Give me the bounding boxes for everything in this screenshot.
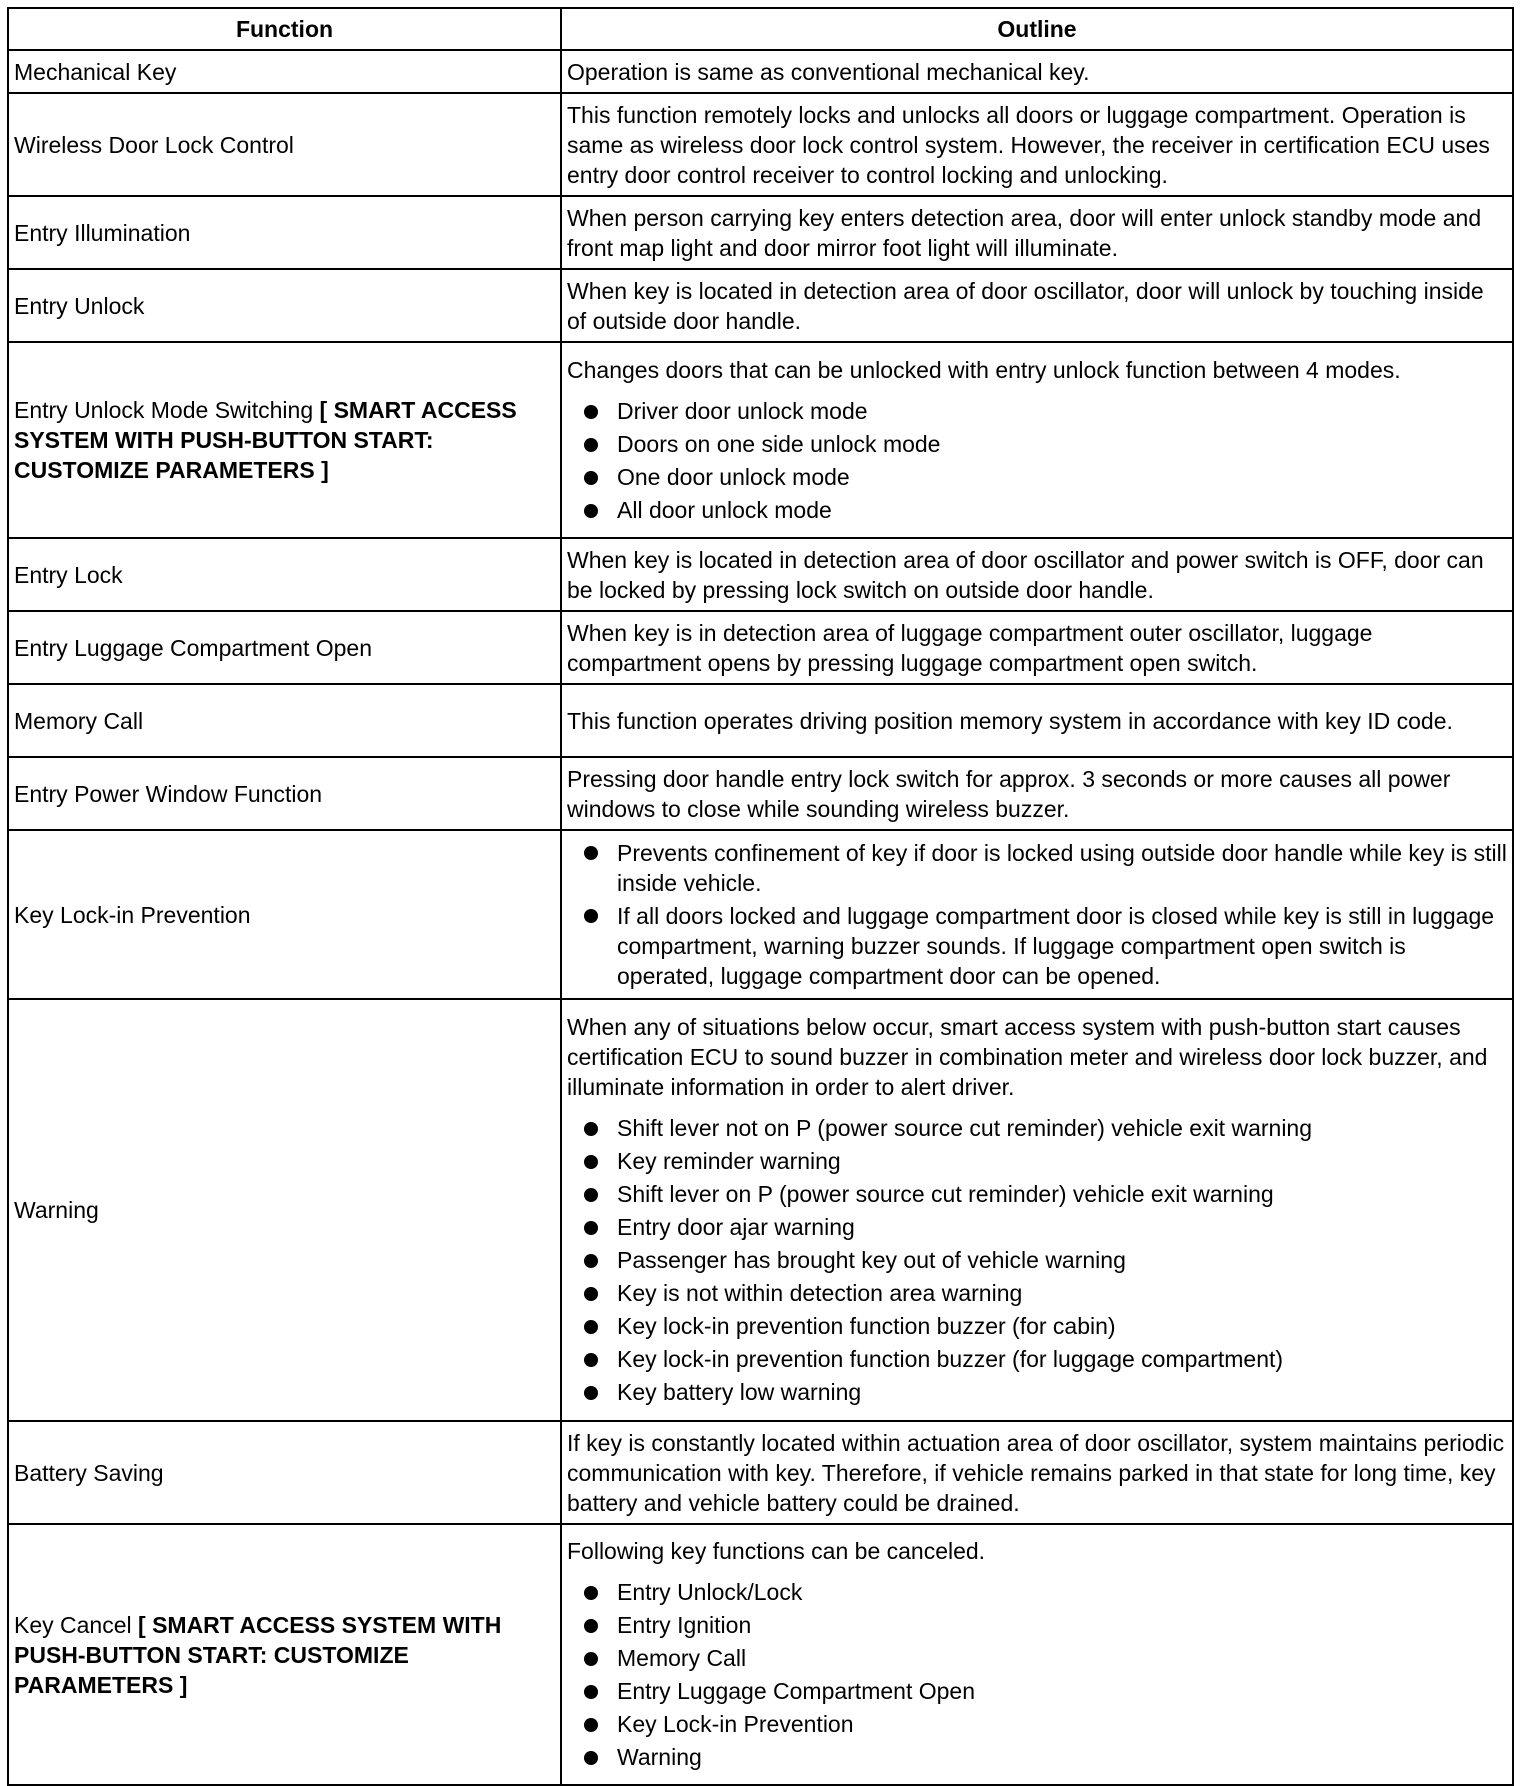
list-item: If all doors locked and luggage compartment door is closed while key is still in luggage compartment, warning buzzer sounds. If luggage compartment open switch is operated, luggage compartment door can be opened. [567, 900, 1507, 993]
list-item: All door unlock mode [567, 494, 1507, 527]
outline-cell [561, 999, 1513, 1421]
function-cell: Entry Illumination [8, 196, 561, 269]
table-row [8, 342, 1513, 538]
list-item: Shift lever not on P (power source cut reminder) vehicle exit warning [567, 1112, 1507, 1145]
function-cell [8, 342, 561, 538]
outline-text: Changes doors that can be unlocked with entry unlock function between 4 modes. [567, 356, 1401, 383]
bullet-list [567, 1576, 1507, 1774]
list-item: Memory Call [567, 1642, 1507, 1675]
list-item: Entry Unlock/Lock [567, 1576, 1507, 1609]
function-column-header: Function [8, 8, 561, 50]
table-row [8, 196, 1513, 269]
outline-cell: Pressing door handle entry lock switch for approx. 3 seconds or more causes all power windows to close while sounding wireless buzzer. [561, 757, 1513, 830]
table-row [8, 50, 1513, 93]
outline-cell [561, 1524, 1513, 1785]
table-row [8, 611, 1513, 684]
customize-parameters-note: [ SMART ACCESS SYSTEM WITH PUSH-BUTTON START: CUSTOMIZE PARAMETERS ] [14, 397, 517, 483]
bullet-list [567, 1112, 1507, 1409]
outline-cell [561, 830, 1513, 999]
table-row [8, 830, 1513, 999]
function-cell: Entry Unlock [8, 269, 561, 342]
table-row [8, 93, 1513, 196]
function-cell [8, 1524, 561, 1785]
outline-cell [561, 342, 1513, 538]
list-item: Key Lock-in Prevention [567, 1708, 1507, 1741]
customize-parameters-note: [ SMART ACCESS SYSTEM WITH PUSH-BUTTON START: CUSTOMIZE PARAMETERS ] [14, 1611, 502, 1698]
list-item: Key lock-in prevention function buzzer (for luggage compartment) [567, 1343, 1507, 1376]
list-item: Doors on one side unlock mode [567, 428, 1507, 461]
function-cell: Key Lock-in Prevention [8, 830, 561, 999]
list-item: Driver door unlock mode [567, 395, 1507, 428]
table-row [8, 684, 1513, 757]
list-item: Warning [567, 1741, 1507, 1774]
list-item: Key is not within detection area warning [567, 1277, 1507, 1310]
bullet-list [567, 837, 1507, 993]
outline-cell: When key is located in detection area of door oscillator, door will unlock by touching inside of outside door handle. [561, 269, 1513, 342]
list-item: Key battery low warning [567, 1376, 1507, 1409]
table-row [8, 1421, 1513, 1524]
list-item: Key lock-in prevention function buzzer (for cabin) [567, 1310, 1507, 1343]
outline-cell: If key is constantly located within actuation area of door oscillator, system maintains periodic communication with key. Therefore, if vehicle remains parked in that state for long time, key battery and vehicle battery could be drained. [561, 1421, 1513, 1524]
list-item: Key reminder warning [567, 1145, 1507, 1178]
list-item: Passenger has brought key out of vehicle warning [567, 1244, 1507, 1277]
outline-text: Following key functions can be canceled. [567, 1538, 986, 1564]
list-item: One door unlock mode [567, 461, 1507, 494]
outline-column-header: Outline [561, 8, 1513, 50]
function-cell: Warning [8, 999, 561, 1421]
outline-cell: This function operates driving position memory system in accordance with key ID code. [561, 684, 1513, 757]
table-row [8, 757, 1513, 830]
outline-cell: When key is located in detection area of door oscillator and power switch is OFF, door can be locked by pressing lock switch on outside door handle. [561, 538, 1513, 611]
function-table [7, 7, 1514, 1786]
function-cell: Entry Lock [8, 538, 561, 611]
function-label: Key Cancel [14, 1611, 132, 1638]
table-header-row [8, 8, 1513, 50]
outline-cell: This function remotely locks and unlocks all doors or luggage compartment. Operation is same as wireless door lock control system. However, the receiver in certification ECU uses entry door control receiver to control locking and unlocking. [561, 93, 1513, 196]
table-row [8, 538, 1513, 611]
list-item: Prevents confinement of key if door is locked using outside door handle while key is still inside vehicle. [567, 837, 1507, 900]
outline-cell: When person carrying key enters detection area, door will enter unlock standby mode and front map light and door mirror foot light will illuminate. [561, 196, 1513, 269]
bullet-list [567, 395, 1507, 527]
list-item: Entry Ignition [567, 1609, 1507, 1642]
list-item: Shift lever on P (power source cut reminder) vehicle exit warning [567, 1178, 1507, 1211]
function-label: Entry Unlock Mode Switching [14, 397, 314, 423]
function-cell: Wireless Door Lock Control [8, 93, 561, 196]
function-cell: Entry Power Window Function [8, 757, 561, 830]
function-cell: Entry Luggage Compartment Open [8, 611, 561, 684]
table-row [8, 1524, 1513, 1785]
outline-cell: Operation is same as conventional mechanical key. [561, 50, 1513, 93]
table-row [8, 999, 1513, 1421]
function-outline-document [7, 7, 1512, 1786]
function-cell: Mechanical Key [8, 50, 561, 93]
outline-cell: When key is in detection area of luggage compartment outer oscillator, luggage compartment opens by pressing luggage compartment open switch. [561, 611, 1513, 684]
table-row [8, 269, 1513, 342]
function-cell: Memory Call [8, 684, 561, 757]
list-item: Entry door ajar warning [567, 1211, 1507, 1244]
function-cell: Battery Saving [8, 1421, 561, 1524]
list-item: Entry Luggage Compartment Open [567, 1675, 1507, 1708]
outline-text: When any of situations below occur, smart access system with push-button start causes certification ECU to sound buzzer in combination meter and wireless door lock buzzer, and illuminate information in order to alert driver. [567, 1014, 1488, 1100]
